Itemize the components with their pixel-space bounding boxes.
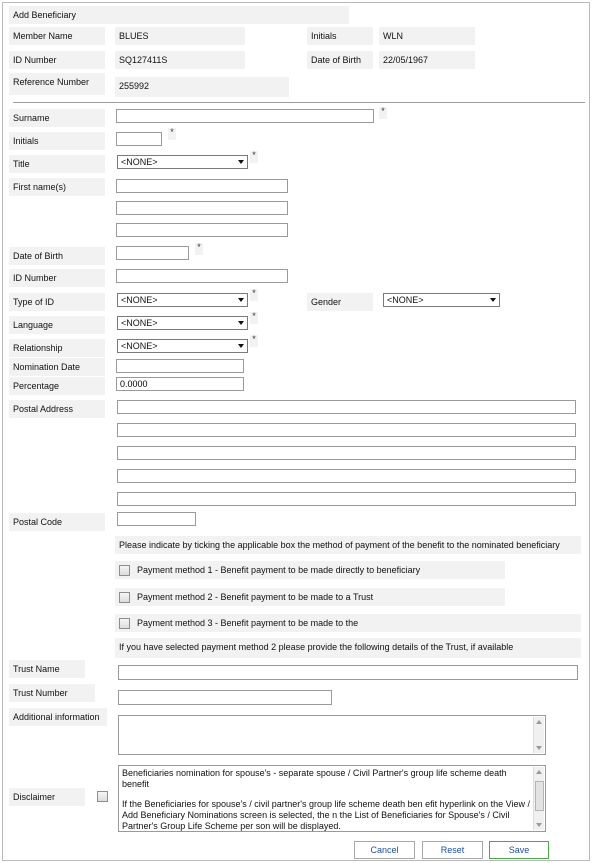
member-dob-label: Date of Birth	[307, 51, 373, 69]
required-marker: *	[250, 151, 258, 163]
gender-select[interactable]	[383, 293, 500, 307]
nomination-date-input[interactable]	[116, 359, 244, 373]
chevron-down-icon	[238, 321, 244, 325]
required-marker: *	[195, 243, 203, 255]
payment-method-1-checkbox[interactable]	[119, 565, 130, 576]
scroll-up-icon[interactable]	[536, 770, 542, 774]
initials-input[interactable]	[116, 132, 162, 146]
language-select[interactable]	[117, 316, 248, 330]
disclaimer-paragraph-2: If the Beneficiaries for spouse's / civil partner's group life scheme death ben efit hyperlink on the View / Add Beneficiary Nominations screen is selected, the n the List of Beneficiaries for Spouse's / Civil Partner's Group Life Scheme per son will be displayed.	[122, 799, 530, 831]
type-of-id-select-value: <NONE>	[121, 295, 158, 305]
disclaimer-label: Disclaimer	[9, 788, 85, 806]
postal-address-line-1[interactable]	[117, 400, 576, 414]
type-of-id-label: Type of ID	[9, 293, 105, 311]
scroll-down-icon[interactable]	[536, 823, 542, 827]
trust-number-input[interactable]	[118, 690, 332, 705]
divider	[13, 102, 585, 103]
additional-info-textarea[interactable]	[118, 715, 546, 755]
additional-info-scrollbar[interactable]	[533, 717, 544, 753]
chevron-down-icon	[238, 344, 244, 348]
required-marker: *	[168, 128, 176, 140]
trust-name-label: Trust Name	[9, 660, 85, 678]
save-button[interactable]: Save	[489, 841, 549, 859]
id-number-label: ID Number	[9, 269, 105, 287]
dob-label: Date of Birth	[9, 247, 105, 265]
member-ref-value: 255992	[115, 77, 289, 97]
trust-name-input[interactable]	[118, 665, 578, 680]
first-names-label: First name(s)	[9, 178, 105, 196]
postal-code-input[interactable]	[117, 512, 196, 526]
surname-input[interactable]	[116, 109, 374, 123]
dob-input[interactable]	[116, 246, 189, 260]
member-id-label: ID Number	[9, 51, 105, 69]
required-marker: *	[250, 289, 258, 301]
scroll-down-icon[interactable]	[536, 746, 542, 750]
postal-address-line-4[interactable]	[117, 469, 576, 483]
gender-select-value: <NONE>	[387, 295, 424, 305]
initials-label: Initials	[9, 132, 105, 150]
id-number-input[interactable]	[116, 269, 288, 283]
payment-instruction: Please indicate by ticking the applicable box the method of payment of the benefit to the nominated beneficiary	[115, 536, 581, 554]
language-select-value: <NONE>	[121, 318, 158, 328]
payment-method-3-checkbox[interactable]	[119, 618, 130, 629]
disclaimer-text	[119, 766, 545, 831]
member-id-value: SQ127411S	[115, 51, 245, 69]
additional-info-label: Additional information	[9, 708, 107, 726]
required-marker: *	[250, 335, 258, 347]
payment-method-2-checkbox[interactable]	[119, 592, 130, 603]
member-dob-value: 22/05/1967	[379, 51, 475, 69]
member-name-value: BLUES	[115, 27, 245, 45]
add-beneficiary-form	[2, 2, 590, 861]
trust-number-label: Trust Number	[9, 684, 95, 702]
first-name-input-3[interactable]	[116, 223, 288, 237]
percentage-input[interactable]	[116, 377, 244, 391]
gender-label: Gender	[307, 293, 373, 311]
disclaimer-paragraph-1: Beneficiaries nomination for spouse's - separate spouse / Civil Partner's group life scheme death benefit	[122, 768, 507, 789]
member-initials-label: Initials	[307, 27, 373, 45]
member-initials-value: WLN	[379, 27, 475, 45]
postal-code-label: Postal Code	[9, 513, 105, 531]
nomination-date-label: Nomination Date	[9, 358, 105, 376]
percentage-label: Percentage	[9, 377, 105, 395]
scroll-up-icon[interactable]	[536, 720, 542, 724]
scroll-thumb[interactable]	[535, 781, 544, 811]
reset-button[interactable]: Reset	[422, 841, 483, 859]
title-select-value: <NONE>	[121, 157, 158, 167]
title-label: Title	[9, 155, 105, 173]
postal-address-line-5[interactable]	[117, 492, 576, 506]
postal-address-line-2[interactable]	[117, 423, 576, 437]
disclaimer-scrollbar[interactable]	[533, 767, 544, 830]
payment-method-2-label: Payment method 2 - Benefit payment to be made to a Trust	[137, 592, 374, 602]
relationship-select-value: <NONE>	[121, 341, 158, 351]
member-ref-label: Reference Number	[9, 73, 105, 95]
first-name-input-2[interactable]	[116, 201, 288, 215]
chevron-down-icon	[238, 298, 244, 302]
required-marker: *	[250, 312, 258, 324]
payment-method-3-label: Payment method 3 - Benefit payment to be made to the	[137, 618, 359, 628]
disclaimer-text-box[interactable]	[118, 765, 546, 832]
required-marker: *	[379, 107, 387, 119]
disclaimer-checkbox[interactable]	[97, 791, 108, 802]
first-name-input-1[interactable]	[116, 179, 288, 193]
type-of-id-select[interactable]	[117, 293, 248, 307]
payment-method-1-label: Payment method 1 - Benefit payment to be made directly to beneficiary	[137, 565, 421, 575]
title-select[interactable]	[117, 155, 248, 169]
postal-address-label: Postal Address	[9, 400, 105, 418]
page-title: Add Beneficiary	[9, 6, 349, 24]
relationship-label: Relationship	[9, 339, 105, 357]
relationship-select[interactable]	[117, 339, 248, 353]
chevron-down-icon	[238, 160, 244, 164]
trust-instruction: If you have selected payment method 2 please provide the following details of the Trust, if available	[115, 638, 581, 658]
cancel-button[interactable]: Cancel	[354, 841, 415, 859]
surname-label: Surname	[9, 109, 105, 127]
postal-address-line-3[interactable]	[117, 446, 576, 460]
chevron-down-icon	[490, 298, 496, 302]
member-name-label: Member Name	[9, 27, 105, 45]
language-label: Language	[9, 316, 105, 334]
